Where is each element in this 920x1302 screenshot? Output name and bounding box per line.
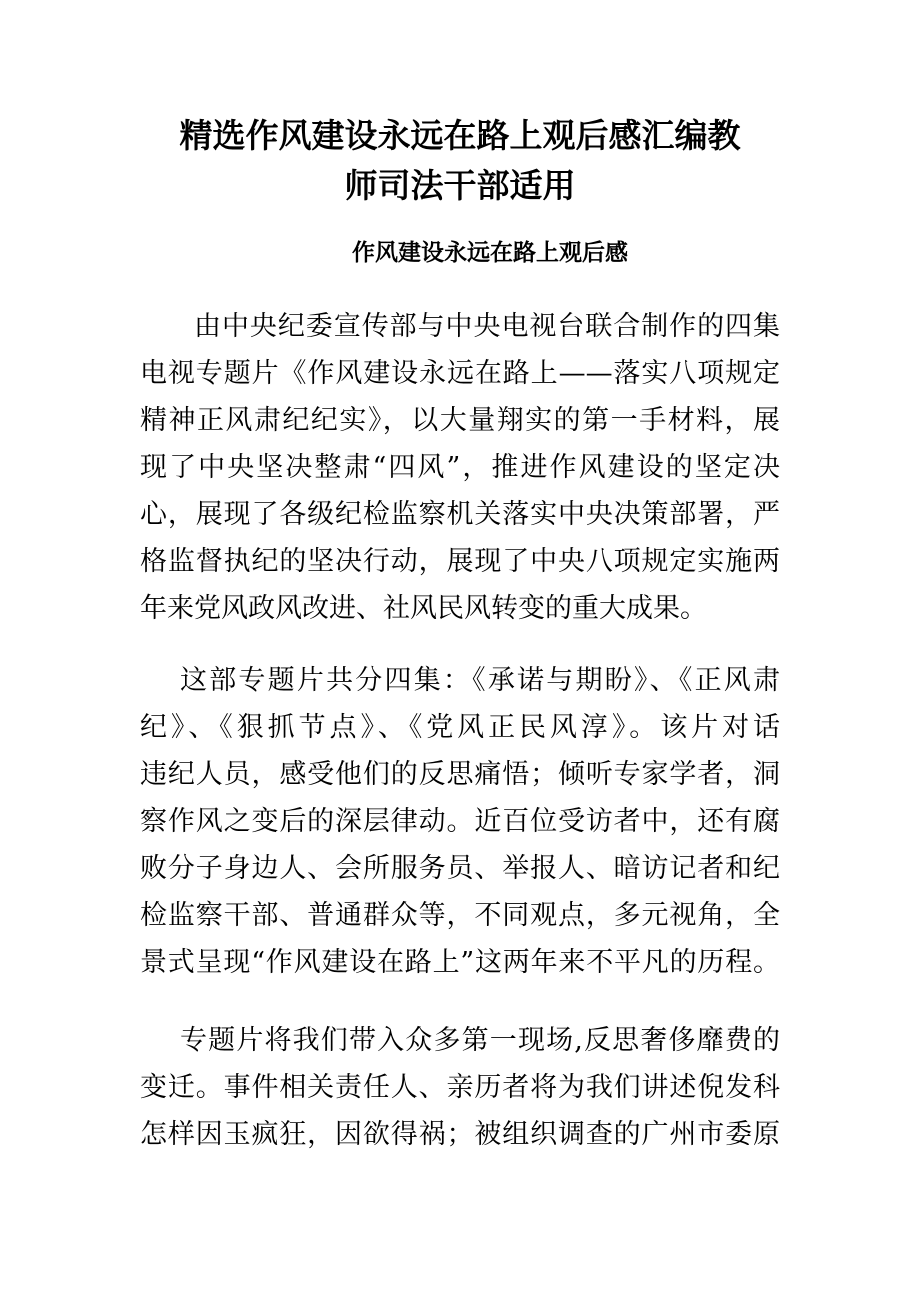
paragraph-3	[140, 1017, 780, 1158]
paragraph-line: 精神正风肃纪纪实》，以大量翔实的第一手材料，展	[140, 405, 780, 436]
paragraph-line: 纪》、《狠抓节点》、《党风正民风淳》。该片对话	[140, 712, 780, 743]
paragraph-1	[140, 303, 780, 632]
paragraph-line: 心，展现了各级纪检监察机关落实中央决策部署，严	[140, 499, 780, 530]
paragraph-line: 现了中央坚决整肃“四风”，推进作风建设的坚定决	[140, 452, 780, 483]
paragraph-line: 专题片将我们带入众多第一现场,反思奢侈靡费的	[180, 1025, 780, 1056]
paragraph-line: 怎样因玉疯狂，因欲得祸；被组织调查的广州市委原	[140, 1119, 780, 1150]
paragraph-line: 检监察干部、普通群众等，不同观点，多元视角，全	[140, 900, 780, 931]
paragraph-line: 变迁。事件相关责任人、亲历者将为我们讲述倪发科	[140, 1072, 780, 1103]
paragraph-line: 格监督执纪的坚决行动，展现了中央八项规定实施两	[140, 546, 780, 577]
paragraph-line: 败分子身边人、会所服务员、举报人、暗访记者和纪	[140, 853, 780, 884]
paragraph-line: 由中央纪委宣传部与中央电视台联合制作的四集	[194, 311, 780, 342]
paragraph-line: 电视专题片《作风建设永远在路上——落实八项规定	[140, 358, 780, 389]
paragraph-line: 察作风之变后的深层律动。近百位受访者中，还有腐	[140, 806, 780, 837]
paragraph-line: 年来党风政风改进、社风民风转变的重大成果。	[140, 593, 707, 624]
paragraph-line: 违纪人员，感受他们的反思痛悟；倾听专家学者，洞	[140, 759, 780, 790]
paragraph-line: 这部专题片共分四集：《承诺与期盼》、《正风肃	[180, 665, 780, 696]
document-title-line-1: 精选作风建设永远在路上观后感汇编教	[179, 116, 741, 155]
document-title-line-2: 师司法干部适用	[344, 166, 576, 205]
paragraph-2	[140, 657, 780, 986]
paragraph-line: 景式呈现“作风建设在路上”这两年来不平凡的历程。	[140, 947, 780, 978]
document-subtitle: 作风建设永远在路上观后感	[352, 240, 628, 266]
